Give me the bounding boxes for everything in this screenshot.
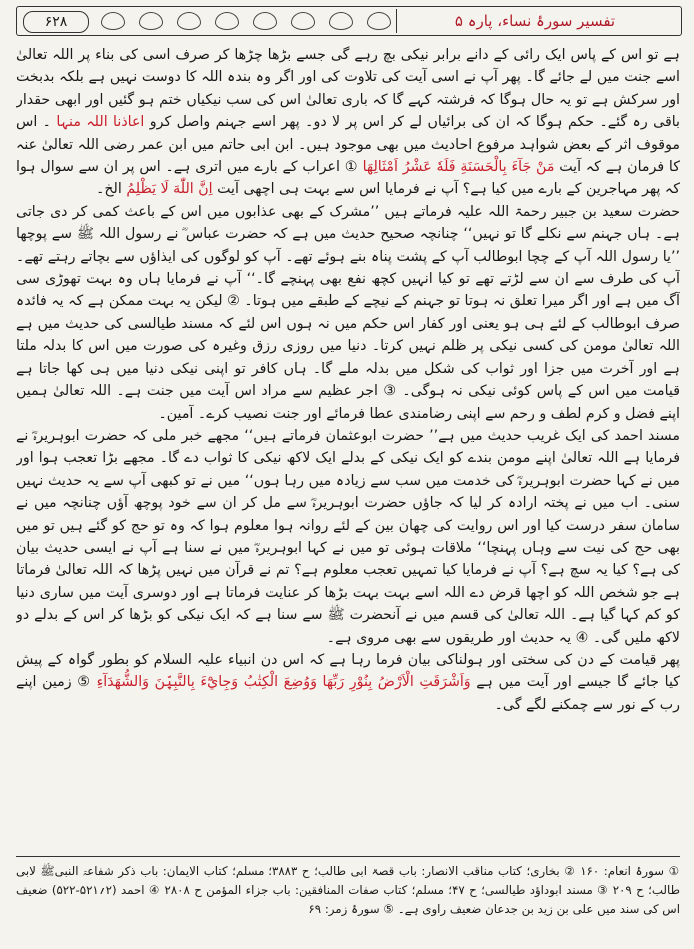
paragraph	[16, 44, 680, 201]
ornament-motif-icon	[139, 12, 163, 30]
body-text	[16, 44, 680, 850]
header-ornament	[101, 10, 391, 32]
paragraph: مسند احمد کی ایک غریب حدیث میں ہے’’ حضرت ابوعثمان فرماتے ہیں‘‘ مجھے خبر ملی کہ حضرت ابوہریرہؓ نے فرمایا ہے اللہ تعالیٰ اپنے مومن بندے کو ایک نیکی کے بدلے ایک لاکھ نیکی کا ثواب دے گا۔ مجھے بڑا تعجب ہوا اور میں نے کہا حضرت ابوہریرہؓ کی خدمت میں سب سے زیادہ میں رہا ہوں‘‘ میں نے تو کبھی آپ سے یہ حدیث نہیں سنی۔ اب میں نے پختہ ارادہ کر لیا کہ جاؤں حضرت ابوہریرہؓ سے مل کر ان سے خود پوچھ آؤں چنانچہ میں نے سامان سفر درست کیا اور اس روایت کی چھان بین کے لئے روانہ ہوا معلوم ہوا کہ وہ تو حج کو گئے ہیں تو میں بھی حج کی نیت سے وہاں پہنچا‘‘ ملاقات ہوئی تو میں نے کہا ابوہریرہؓ میں نے سنا ہے آپ نے ایسی حدیث بیان کی ہے؟ کیا یہ سچ ہے؟ آپ نے فرمایا کیا تمہیں تعجب معلوم ہے؟ تم نے قرآن میں نہیں پڑھا کہ اللہ تعالیٰ فرماتا ہے جو شخص اللہ کو اچھا قرض دے اللہ اسے بہت بہت بڑھا کر عنایت فرماتا ہے اور دوسری آیت میں ساری دنیا کو کم کہا گیا ہے۔ اللہ تعالیٰ کی قسم میں نے آنحضرت ﷺ سے سنا ہے کہ ایک نیکی کو بڑھا کر اس کے بدلے دو لاکھ ملیں گی۔ ④ یہ حدیث اور طریقوں سے بھی مروی ہے۔	[16, 427, 680, 646]
paragraph-text: ۔ اس موقوف اثر کے بعض شواہد مرفوع احادیث میں بھی موجود ہیں۔ ابن ابی حاتم میں ابن عمر رضی اللہ تعالیٰ عنہ کا فرمان ہے کہ آیت	[16, 114, 680, 176]
ornament-motif-icon	[101, 12, 125, 30]
page-number: ۶۲۸	[23, 11, 89, 33]
ornament-motif-icon	[367, 12, 391, 30]
quran-quote: وَاَشْرَقَتِ الْاَرْضُ بِنُوْرِ رَبِّهَا وَوُضِعَ الْكِتٰبُ وَجِايْٓءَ بِالنَّبِيّٖنَ وَالشُّهَدَآءِ	[96, 674, 471, 691]
footnote: ① سورۂ انعام: ۱۶۰ ② بخاری؛ کتاب مناقب الانصار: باب قصۃ ابی طالب؛ ح ۳۸۸۳؛ مسلم؛ کتاب الایمان: باب ذکر شفاعۃ النبیﷺ لابی طالب؛ ح ۲۰۹ ③ مسند ابوداؤد طیالسی؛ ح ۴۷؛ مسلم؛ کتاب صفات المنافقین: باب جزاء المؤمن ح ۲۸۰۸ ④ احمد (۲؍۵۲۱-۵۲۲) ضعیف اس کی سند میں علی بن زید بن جدعان ضعیف راوی ہے۔ ⑤ سورۂ زمر: ۶۹	[16, 864, 680, 916]
ornament-motif-icon	[253, 12, 277, 30]
dua-phrase: اعاذنا اللہ منہا	[56, 114, 145, 131]
ornament-motif-icon	[329, 12, 353, 30]
footnote-divider	[16, 856, 680, 857]
quran-quote: اِنَّ اللّٰهَ لَا يَظْلِمُ	[126, 181, 213, 198]
quran-quote: مَنْ جَآءَ بِالْحَسَنَةِ فَلَهٗ عَشْرُ اَمْثَالِهَا	[362, 159, 555, 176]
paragraph-text: پھر قیامت کے دن کی سختی اور ہولناکی بیان فرما رہا ہے کہ اس دن انبیاء علیہ السلام کو بطور گواہ کے پیش کیا جائے گا جیسے اور آیت میں ہے	[16, 651, 680, 691]
ornament-motif-icon	[177, 12, 201, 30]
running-head: تفسیر سورۂ نساء، پارہ ۵	[396, 9, 673, 33]
ornament-motif-icon	[291, 12, 315, 30]
paragraph-text: ⑤ زمین اپنے رب کے نور سے چمکنے لگے گی۔	[16, 674, 680, 713]
ornament-motif-icon	[215, 12, 239, 30]
paragraph-text: ① اعراب کے بارے میں اتری ہے۔ اس پر ان سے سوال ہوا کہ پھر مہاجرین کے بارے میں کیا ہے؟ آپ نے فرمایا اس سے بہت ہی اچھی آیت	[16, 159, 680, 198]
paragraph	[16, 649, 680, 716]
paragraph-text: ہے تو اس کے پاس ایک رائی کے دانے برابر نیکی بچ رہے گی جسے بڑھا چڑھا کر صرف اسی کی بناء پر اللہ تعالیٰ اسے جنت میں لے جائے گا۔ پھر آپ نے اسی آیت کی تلاوت کی اور اگر وہ بندہ اللہ کا دوست نہیں ہے بلکہ بدبخت اور سرکش ہے تو یہ حال ہوگا کہ فرشتہ کہے گا کہ باری تعالیٰ اس کی سب نیکیاں ختم ہو گئیں اور ابھی حقدار باقی رہ گئے۔ حکم ہوگا کہ ان کی برائیاں لے کر اس پر لا دو۔ پھر اسے جہنم واصل کرو	[16, 47, 680, 131]
paragraph: حضرت سعید بن جبیر رحمۃ اللہ علیہ فرماتے ہیں ’’مشرک کے بھی عذابوں میں اس کے باعث کمی کر دی جاتی ہے۔ ہاں جہنم سے نکلے گا تو نہیں‘‘ چنانچہ صحیح حدیث میں ہے کہ حضرت عباس ؓ نے رسول اللہ ﷺ سے پوچھا ’’یا رسول اللہ آپ کے چچا ابوطالب آپ کے پشت پناہ بنے ہوئے تھے۔ آپ کو لوگوں کی ایذاؤں سے بچاتے رہتے تھے۔ آپ کی طرف سے ان سے لڑتے تھے تو کیا انہیں کچھ نفع بھی پہنچے گا۔‘‘ آپ نے فرمایا ہاں وہ بہت تھوڑی سی آگ میں ہے اور اگر میرا تعلق نہ ہوتا تو جہنم کے نیچے کے طبقے میں ہوتا۔ ② لیکن یہ بہت ممکن ہے کہ یہ فائدہ صرف ابوطالب کے لئے ہی ہو یعنی اور کفار اس حکم میں نہ ہوں اس لئے کہ مسند طیالسی کی حدیث میں ہے اللہ تعالیٰ مومن کی کسی نیکی پر ظلم نہیں کرتا۔ دنیا میں روزی رزق وغیرہ کی صورت میں اس کا بدلہ ملتا ہے اور آخرت میں جزا اور ثواب کی شکل میں بدلہ ملے گا۔ ہاں کافر تو اپنی نیکی دنیا میں ہی کھا جاتا ہے قیامت میں اس کے پاس کوئی نیکی نہ ہوگی۔ ③ اجر عظیم سے مراد اس آیت میں جنت ہے۔ اللہ تعالیٰ ہمیں اپنے فضل و کرم لطف و رحم سے اپنی رضامندی عطا فرمائے اور جنت نصیب کرے۔ آمین۔	[16, 203, 680, 422]
page-header	[16, 6, 682, 36]
paragraph-text: الخ۔	[96, 181, 122, 198]
footnotes	[16, 862, 680, 942]
